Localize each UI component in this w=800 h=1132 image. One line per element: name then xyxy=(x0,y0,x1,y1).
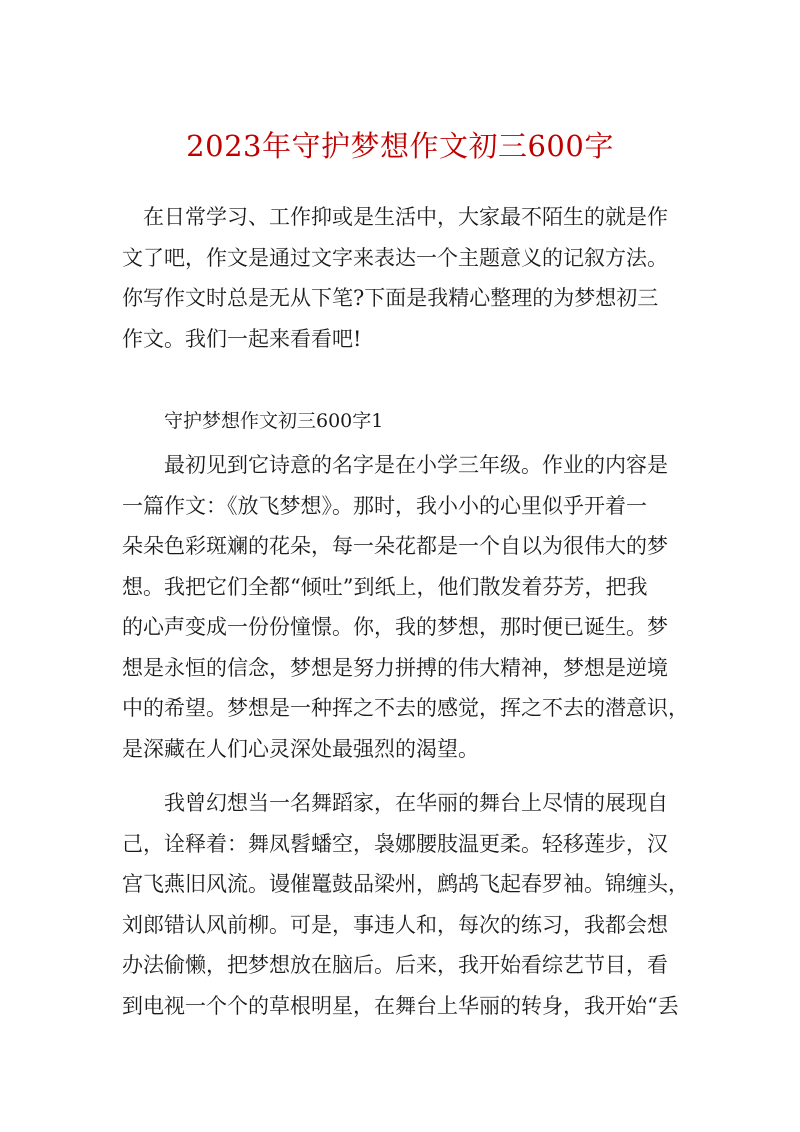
text-line: 最初见到它诗意的名字是在小学三年级。作业的内容是 xyxy=(122,453,668,477)
text-line: 朵朵色彩斑斓的花朵，每一朵花都是一个自以为很伟大的梦 xyxy=(122,534,668,558)
text-line: 想。我把它们全都“倾吐”到纸上，他们散发着芬芳，把我 xyxy=(122,574,648,599)
text-line: 到电视一个个的草根明星，在舞台上华丽的转身，我开始“丢 xyxy=(122,993,679,1018)
text-line: 作文。我们一起来看看吧! xyxy=(122,326,362,351)
text-line: 想是永恒的信念，梦想是努力拼搏的伟大精神，梦想是逆境 xyxy=(122,655,668,680)
text-line: 你写作文时总是无从下笔?下面是我精心整理的为梦想初三 xyxy=(122,286,659,310)
text-line: 办法偷懒，把梦想放在脑后。后来，我开始看综艺节目，看 xyxy=(122,953,668,977)
intro-paragraph xyxy=(122,197,692,359)
section-heading: 守护梦想作文初三600字1 xyxy=(164,410,384,432)
text-line: 己，诠释着：舞凤髫蟠空，袅娜腰肢温更柔。轻移莲步，汉 xyxy=(122,831,668,856)
text-line: 我曾幻想当一名舞蹈家，在华丽的舞台上尽情的展现自 xyxy=(122,791,668,815)
text-line: 刘郎错认风前柳。可是，事违人和，每次的练习，我都会想 xyxy=(122,912,668,937)
body-paragraph-1 xyxy=(122,445,692,769)
text-line: 是深藏在人们心灵深处最强烈的渴望。 xyxy=(122,736,479,761)
text-line: 一篇作文：《放飞梦想》。那时，我小小的心里似乎开着一 xyxy=(122,493,647,518)
text-line: 的心声变成一份份憧憬。你，我的梦想，那时便已诞生。梦 xyxy=(122,615,668,639)
text-line: 中的希望。梦想是一种挥之不去的感觉，挥之不去的潜意识， xyxy=(122,696,689,720)
text-line: 在日常学习、工作抑或是生活中，大家最不陌生的就是作 xyxy=(122,205,668,229)
text-line: 文了吧，作文是通过文字来表达一个主题意义的记叙方法。 xyxy=(122,245,668,270)
text-line: 宫飞燕旧风流。谩催鼍鼓品梁州，鹧鸪飞起春罗袖。锦缠头， xyxy=(122,872,689,896)
body-paragraph-2 xyxy=(122,783,692,1026)
document-title: 2023年守护梦想作文初三600字 xyxy=(186,129,614,163)
